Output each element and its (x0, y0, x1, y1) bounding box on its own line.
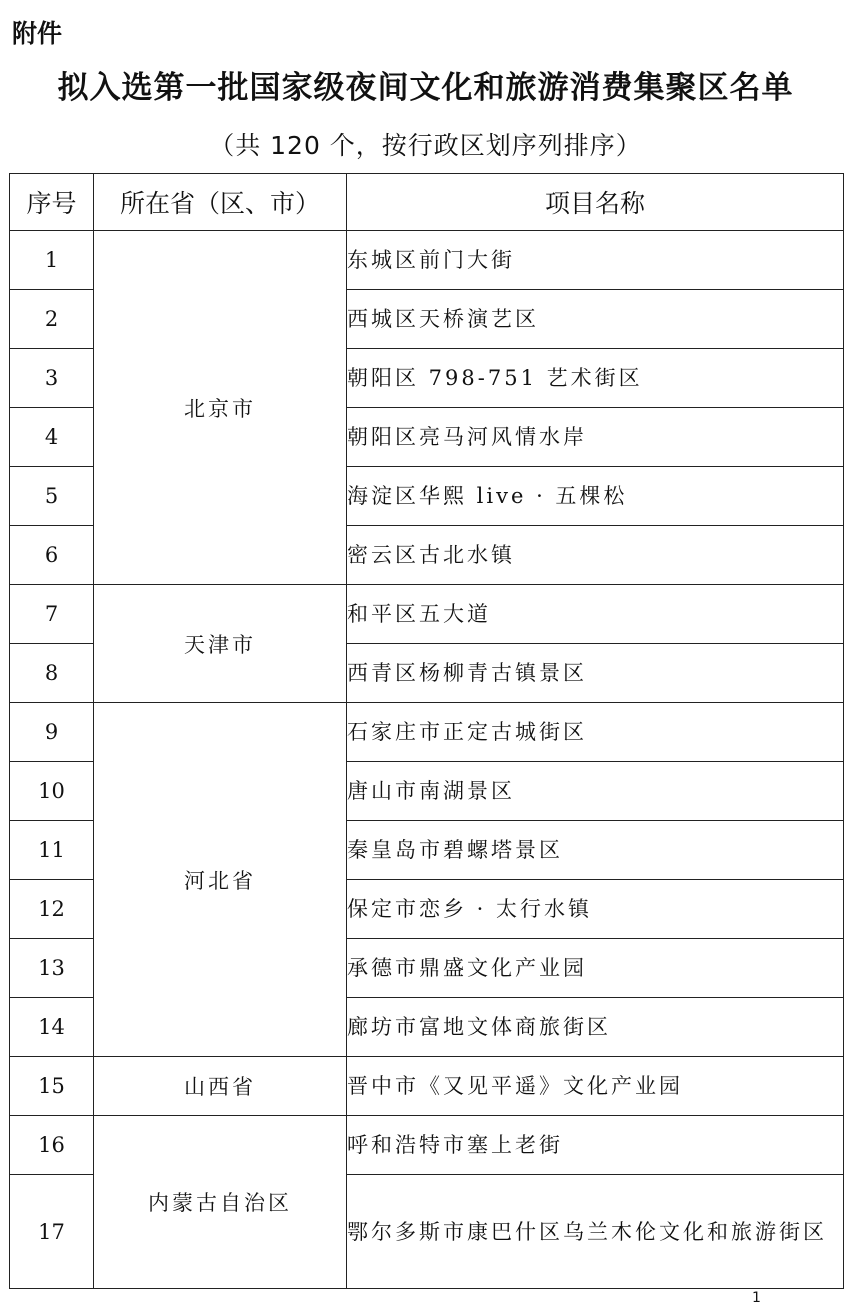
province-cell: 天津市 (94, 585, 347, 703)
project-name: 唐山市南湖景区 (347, 762, 844, 821)
row-number: 16 (10, 1116, 94, 1175)
column-header-province: 所在省（区、市） (94, 174, 347, 231)
table-row (10, 585, 844, 644)
project-name: 西城区天桥演艺区 (347, 290, 844, 349)
project-name: 廊坊市富地文体商旅街区 (347, 998, 844, 1057)
row-number: 8 (10, 644, 94, 703)
row-number: 12 (10, 880, 94, 939)
project-name: 东城区前门大街 (347, 231, 844, 290)
column-header-project-name: 项目名称 (347, 174, 844, 231)
row-number: 5 (10, 467, 94, 526)
project-name: 保定市恋乡 · 太行水镇 (347, 880, 844, 939)
province-cell: 河北省 (94, 703, 347, 1057)
project-name: 石家庄市正定古城街区 (347, 703, 844, 762)
row-number: 9 (10, 703, 94, 762)
project-name: 朝阳区 798-751 艺术街区 (347, 349, 844, 408)
project-name: 晋中市《又见平遥》文化产业园 (347, 1057, 844, 1116)
table-row (10, 1116, 844, 1175)
project-name: 承德市鼎盛文化产业园 (347, 939, 844, 998)
project-name: 海淀区华熙 live · 五棵松 (347, 467, 844, 526)
table-row (10, 703, 844, 762)
row-number: 1 (10, 231, 94, 290)
row-number: 10 (10, 762, 94, 821)
province-cell: 内蒙古自治区 (94, 1116, 347, 1289)
attachment-label: 附件 (12, 19, 63, 48)
project-name: 和平区五大道 (347, 585, 844, 644)
project-name: 鄂尔多斯市康巴什区乌兰木伦文化和旅游街区 (347, 1175, 844, 1289)
page-subtitle: （共 120 个，按行政区划序列排序） (209, 131, 642, 160)
row-number: 11 (10, 821, 94, 880)
project-name: 秦皇岛市碧螺塔景区 (347, 821, 844, 880)
row-number: 17 (10, 1175, 94, 1289)
table-header-row (10, 174, 844, 231)
row-number: 6 (10, 526, 94, 585)
list-table (9, 173, 844, 1289)
column-header-number: 序号 (10, 174, 94, 231)
province-cell: 北京市 (94, 231, 347, 585)
project-name: 西青区杨柳青古镇景区 (347, 644, 844, 703)
province-cell: 山西省 (94, 1057, 347, 1116)
project-name: 呼和浩特市塞上老街 (347, 1116, 844, 1175)
table-row (10, 231, 844, 290)
row-number: 3 (10, 349, 94, 408)
table-row (10, 1057, 844, 1116)
project-name: 朝阳区亮马河风情水岸 (347, 408, 844, 467)
row-number: 14 (10, 998, 94, 1057)
row-number: 4 (10, 408, 94, 467)
row-number: 2 (10, 290, 94, 349)
row-number: 15 (10, 1057, 94, 1116)
page-title: 拟入选第一批国家级夜间文化和旅游消费集聚区名单 (57, 70, 794, 106)
page-number: 1 (752, 1290, 761, 1306)
row-number: 13 (10, 939, 94, 998)
project-name: 密云区古北水镇 (347, 526, 844, 585)
row-number: 7 (10, 585, 94, 644)
